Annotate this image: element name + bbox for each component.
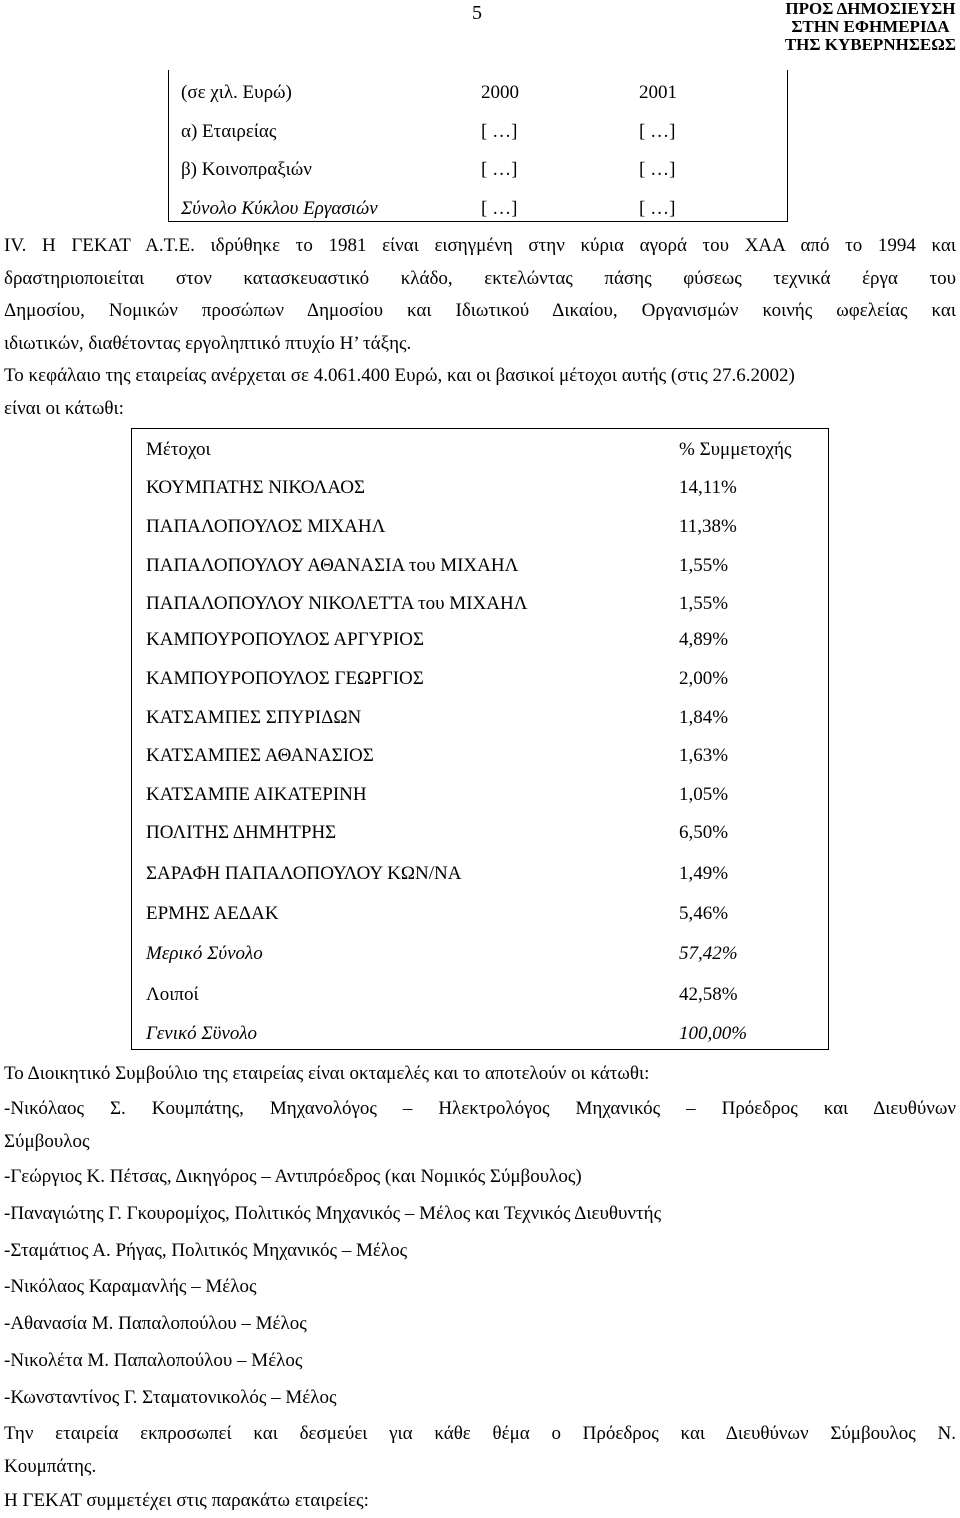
turnover-row-value: [ …] [481,198,518,219]
shareholder-name: ΠΟΛΙΤΗΣ ΔΗΜΗΤΡΗΣ [146,822,337,843]
shareholder-name: ΚΑΜΠΟΥΡΟΠΟΥΛΟΣ ΓΕΩΡΓΙΟΣ [146,668,424,689]
table-row [142,477,828,503]
table-row [142,822,828,848]
turnover-row [181,121,787,145]
table-row [142,984,828,1010]
board-member: -Νικολέτα Μ. Παπαλοπούλου – Μέλος [4,1350,303,1371]
table-row [142,629,828,655]
paragraph-line: Κουμπάτης. [4,1455,97,1477]
partial-total-percentage: 57,42% [679,943,738,964]
shareholder-percentage: 1,05% [679,784,729,805]
turnover-header-row [181,82,787,106]
grand-total-row [142,1023,828,1049]
shareholder-name: ΠΑΠΑΛΟΠΟΥΛΟΣ ΜΙΧΑΗΛ [146,516,386,537]
table-row [142,707,828,733]
shareholder-percentage: 6,50% [679,822,729,843]
turnover-row [181,159,787,183]
shareholder-name: ΣΑΡΑΦΗ ΠΑΠΑΛΟΠΟΥΛΟΥ ΚΩΝ/ΝΑ [146,863,462,884]
table-row [142,784,828,810]
turnover-row-value: [ …] [639,121,676,142]
shareholder-percentage: 1,84% [679,707,729,728]
turnover-row-value: [ …] [639,159,676,180]
turnover-total-row [181,198,787,222]
shareholder-name: ΠΑΠΑΛΟΠΟΥΛΟΥ ΝΙΚΟΛΕΤΤΑ του ΜΙΧΑΗΛ [146,593,528,614]
paragraph-line: Την εταιρεία εκπροσωπεί και δεσμεύει για κάθε θέμα ο Πρόεδρος και Διευθύνων Σύμβουλος Ν. [4,1423,956,1444]
board-member-chairman [4,1093,956,1158]
table-row [142,745,828,771]
shareholder-percentage: 11,38% [679,516,737,537]
shareholder-name: ΚΑΤΣΑΜΠΕΣ ΑΘΑΝΑΣΙΟΣ [146,745,374,766]
partial-total-row [142,943,828,969]
shareholder-name: ΚΑΤΣΑΜΠΕΣ ΣΠΥΡΙΔΩΝ [146,707,362,728]
turnover-row-value: [ …] [481,121,518,142]
partial-total-label: Μερικό Σύνολο [146,943,263,964]
board-member: -Κωνσταντίνος Γ. Σταματονικολός – Μέλος [4,1387,337,1408]
column-header-shareholder: Μέτοχοι [146,439,211,460]
publication-stamp [785,0,956,54]
table-row [142,668,828,694]
shareholder-percentage: 1,55% [679,593,729,614]
shareholder-name: ΚΑΤΣΑΜΠΕ ΑΙΚΑΤΕΡΙΝΗ [146,784,367,805]
board-member: -Σταμάτιος Α. Ρήγας, Πολιτικός Μηχανικός – Μέλος [4,1240,408,1261]
table-row [142,903,828,929]
stamp-line: ΣΤΗΝ ΕΦΗΜΕΡΙΔΑ [791,17,950,36]
paragraph-line: Σύμβουλος [4,1130,90,1152]
grand-total-label: Γενικό Σϋνολο [146,1023,258,1044]
shareholder-percentage: 5,46% [679,903,729,924]
turnover-table [168,70,788,222]
grand-total-percentage: 100,00% [679,1023,748,1044]
shareholder-name: ΚΟΥΜΠΑΤΗΣ ΝΙΚΟΛΑΟΣ [146,477,366,498]
paragraph-line: Το κεφάλαιο της εταιρείας ανέρχεται σε 4.061.400 Ευρώ, και οι βασικοί μέτοχοι αυτής (στις 27.6.2002) [4,365,795,386]
paragraph-line: ιδιωτικών, διαθέτοντας εργοληπτικό πτυχίο Η’ τάξης. [4,332,412,354]
board-intro: Το Διοικητικό Συμβούλιο της εταιρείας είναι οκταμελές και το αποτελούν οι κάτωθι: [4,1063,650,1084]
shareholders-header-row [142,439,828,465]
table-row [142,863,828,889]
table-row [142,555,828,581]
turnover-row-value: [ …] [639,198,676,219]
turnover-header-year-2001: 2001 [639,82,677,103]
shareholder-percentage: 1,49% [679,863,729,884]
shareholder-name: ΠΑΠΑΛΟΠΟΥΛΟΥ ΑΘΑΝΑΣΙΑ του ΜΙΧΑΗΛ [146,555,519,576]
shareholder-percentage: 14,11% [679,477,737,498]
shareholder-percentage: 4,89% [679,629,729,650]
board-member: -Παναγιώτης Γ. Γκουρομίχος, Πολιτικός Μηχανικός – Μέλος και Τεχνικός Διευθυντής [4,1203,662,1224]
turnover-row-label: β) Κοινοπραξιών [181,159,312,180]
board-member: -Αθανασία Μ. Παπαλοπούλου – Μέλος [4,1313,307,1334]
capital-paragraph [4,360,956,425]
stamp-line: ΤΗΣ ΚΥΒΕΡΝΗΣΕΩΣ [784,35,956,54]
page-number: 5 [472,2,482,24]
shareholder-percentage: 1,63% [679,745,729,766]
turnover-header-year-2000: 2000 [481,82,519,103]
stamp-line: ΠΡΟΣ ΔΗΜΟΣΙΕΥΣΗ [785,0,956,18]
shareholder-name: ΚΑΜΠΟΥΡΟΠΟΥΛΟΣ ΑΡΓΥΡΙΟΣ [146,629,425,650]
shareholder-percentage: 1,55% [679,555,729,576]
board-member: -Γεώργιος Κ. Πέτσας, Δικηγόρος – Αντιπρόεδρος (και Νομικός Σύμβουλος) [4,1166,582,1187]
shareholder-name: Λοιποί [146,984,199,1005]
paragraph-line: -Νικόλαος Σ. Κουμπάτης, Μηχανολόγος – Ηλεκτρολόγος Μηχανικός – Πρόεδρος και Διευθύνων [4,1098,956,1119]
paragraph-line: Δημοσίου, Νομικών προσώπων Δημοσίου και Ιδιωτικού Δικαίου, Οργανισμών κοινής ωφελείας και [4,300,956,321]
turnover-row-value: [ …] [481,159,518,180]
turnover-total-label: Σύνολο Κύκλου Εργασιών [181,198,378,219]
representation-paragraph [4,1418,956,1483]
shareholder-percentage: 2,00% [679,668,729,689]
turnover-row-label: α) Εταιρείας [181,121,277,142]
turnover-header-label: (σε χιλ. Ευρώ) [181,82,292,103]
board-member: -Νικόλαος Καραμανλής – Μέλος [4,1276,257,1297]
paragraph-line: IV. Η ΓΕΚΑΤ Α.Τ.Ε. ιδρύθηκε το 1981 είναι εισηγμένη στην κύρια αγορά του ΧΑΑ από το 1994 και [4,235,956,256]
company-intro-paragraph [4,230,956,360]
column-header-percentage: % Συμμετοχής [679,439,792,460]
paragraph-line: είναι οι κάτωθι: [4,397,124,419]
shareholders-table [131,428,829,1050]
shareholder-name: ΕΡΜΗΣ ΑΕΔΑΚ [146,903,279,924]
table-row [142,516,828,542]
shareholder-percentage: 42,58% [679,984,738,1005]
participations-heading: Η ΓΕΚΑΤ συμμετέχει στις παρακάτω εταιρείες: [4,1490,369,1511]
paragraph-line: δραστηριοποιείται στον κατασκευαστικό κλάδο, εκτελώντας πάσης φύσεως τεχνικά έργα του [4,267,956,289]
table-row [142,593,828,619]
